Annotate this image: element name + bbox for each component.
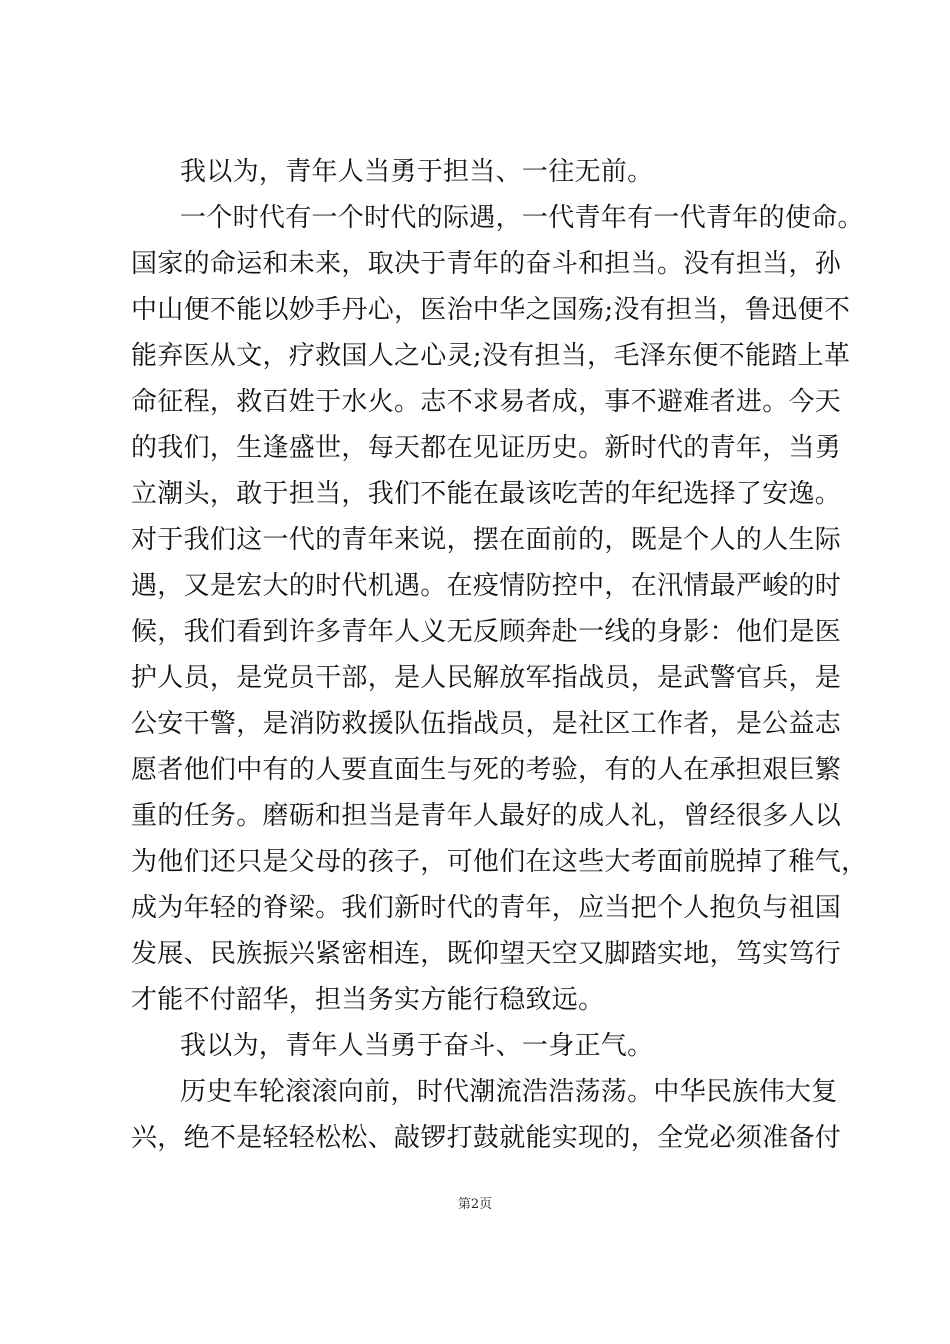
paragraph-line: 才能不付韶华，担当务实方能行稳致远。 <box>131 985 605 1015</box>
paragraph-line: 护人员，是党员干部，是人民解放军指战员，是武警官兵，是 <box>131 663 842 693</box>
paragraph-line: 候，我们看到许多青年人义无反顾奔赴一线的身影：他们是医 <box>131 617 842 647</box>
paragraph-line: 命征程，救百姓于水火。志不求易者成，事不避难者进。今天 <box>131 387 842 417</box>
paragraph-line: 成为年轻的脊梁。我们新时代的青年，应当把个人抱负与祖国 <box>131 893 842 923</box>
paragraph-line: 对于我们这一代的青年来说，摆在面前的，既是个人的人生际 <box>131 525 842 555</box>
paragraph-line: 兴，绝不是轻轻松松、敲锣打鼓就能实现的，全党必须准备付 <box>131 1123 842 1153</box>
paragraph-line: 公安干警，是消防救援队伍指战员，是社区工作者，是公益志 <box>131 709 842 739</box>
paragraph-line: 我以为，青年人当勇于奋斗、一身正气。 <box>180 1031 654 1061</box>
paragraph-line: 国家的命运和未来，取决于青年的奋斗和担当。没有担当，孙 <box>131 249 842 279</box>
page-number: 第2页 <box>457 1197 493 1212</box>
paragraph-line: 能弃医从文，疗救国人之心灵;没有担当，毛泽东便不能踏上革 <box>131 341 851 371</box>
paragraph-line: 我以为，青年人当勇于担当、一往无前。 <box>180 157 654 187</box>
paragraph-line: 立潮头，敢于担当，我们不能在最该吃苦的年纪选择了安逸。 <box>131 479 842 509</box>
paragraph-line: 重的任务。磨砺和担当是青年人最好的成人礼，曾经很多人以 <box>131 801 842 831</box>
paragraph-line: 发展、民族振兴紧密相连，既仰望天空又脚踏实地，笃实笃行 <box>131 939 842 969</box>
paragraph-line: 愿者他们中有的人要直面生与死的考验，有的人在承担艰巨繁 <box>131 755 842 785</box>
paragraph-line: 为他们还只是父母的孩子，可他们在这些大考面前脱掉了稚气， <box>131 847 868 877</box>
paragraph-line: 一个时代有一个时代的际遇，一代青年有一代青年的使命。 <box>180 203 864 233</box>
paragraph-line: 的我们，生逢盛世，每天都在见证历史。新时代的青年，当勇 <box>131 433 842 463</box>
paragraph-line: 历史车轮滚滚向前，时代潮流浩浩荡荡。中华民族伟大复 <box>180 1077 838 1107</box>
paragraph-line: 中山便不能以妙手丹心，医治中华之国殇;没有担当，鲁迅便不 <box>131 295 851 325</box>
paragraph-line: 遇，又是宏大的时代机遇。在疫情防控中，在汛情最严峻的时 <box>131 571 842 601</box>
